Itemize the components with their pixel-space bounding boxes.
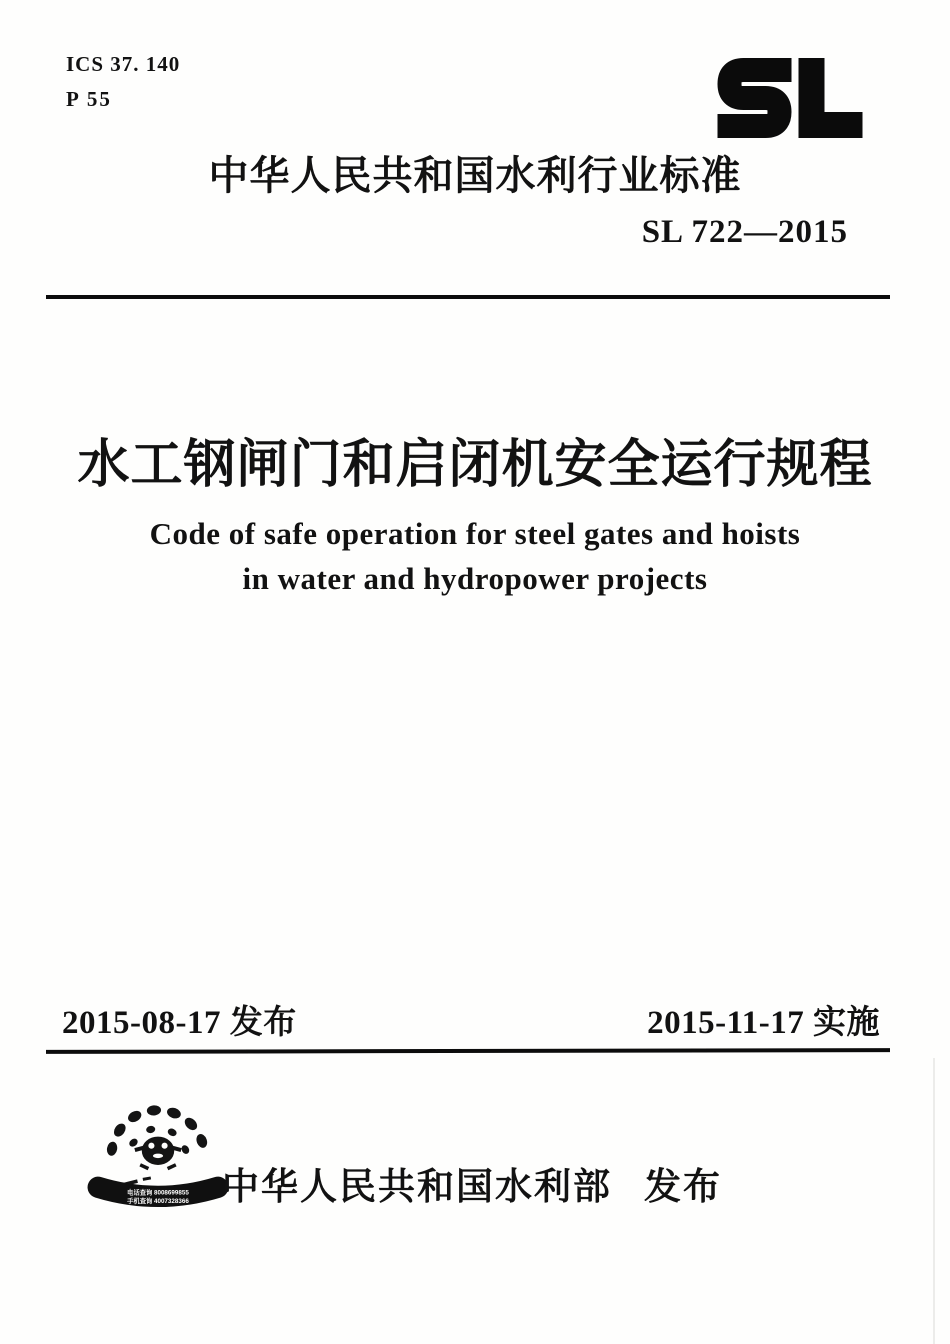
standard-heading: 中华人民共和国水利行业标准 (208, 154, 742, 198)
seal-phone-line2: 手机查询 4007328366 (127, 1197, 189, 1205)
top-divider (46, 295, 890, 299)
title-chinese: 水工钢闸门和启闭机安全运行规程 (77, 436, 873, 494)
p-classification-code: P 55 (66, 87, 112, 111)
implementation-date: 2015-11-17 实施 (647, 1005, 880, 1041)
publisher-name: 中华人民共和国水利部 (222, 1166, 612, 1207)
sl-logo-icon (717, 58, 863, 138)
ics-code: ICS 37. 140 (66, 52, 181, 76)
seal-phone-line1: 电话查询 8008699855 (127, 1189, 189, 1197)
standard-number: SL 722—2015 (641, 214, 848, 250)
title-english (0, 511, 950, 601)
publish-label: 发布 (644, 1166, 722, 1207)
title-english-line1: Code of safe operation for steel gates and hoists (149, 516, 801, 551)
issue-date: 2015-08-17 发布 (62, 1005, 297, 1041)
publisher-line (0, 1156, 944, 1210)
bottom-divider (46, 1048, 890, 1054)
scan-artifact-line (933, 1058, 935, 1344)
title-english-line2: in water and hydropower projects (242, 561, 708, 596)
